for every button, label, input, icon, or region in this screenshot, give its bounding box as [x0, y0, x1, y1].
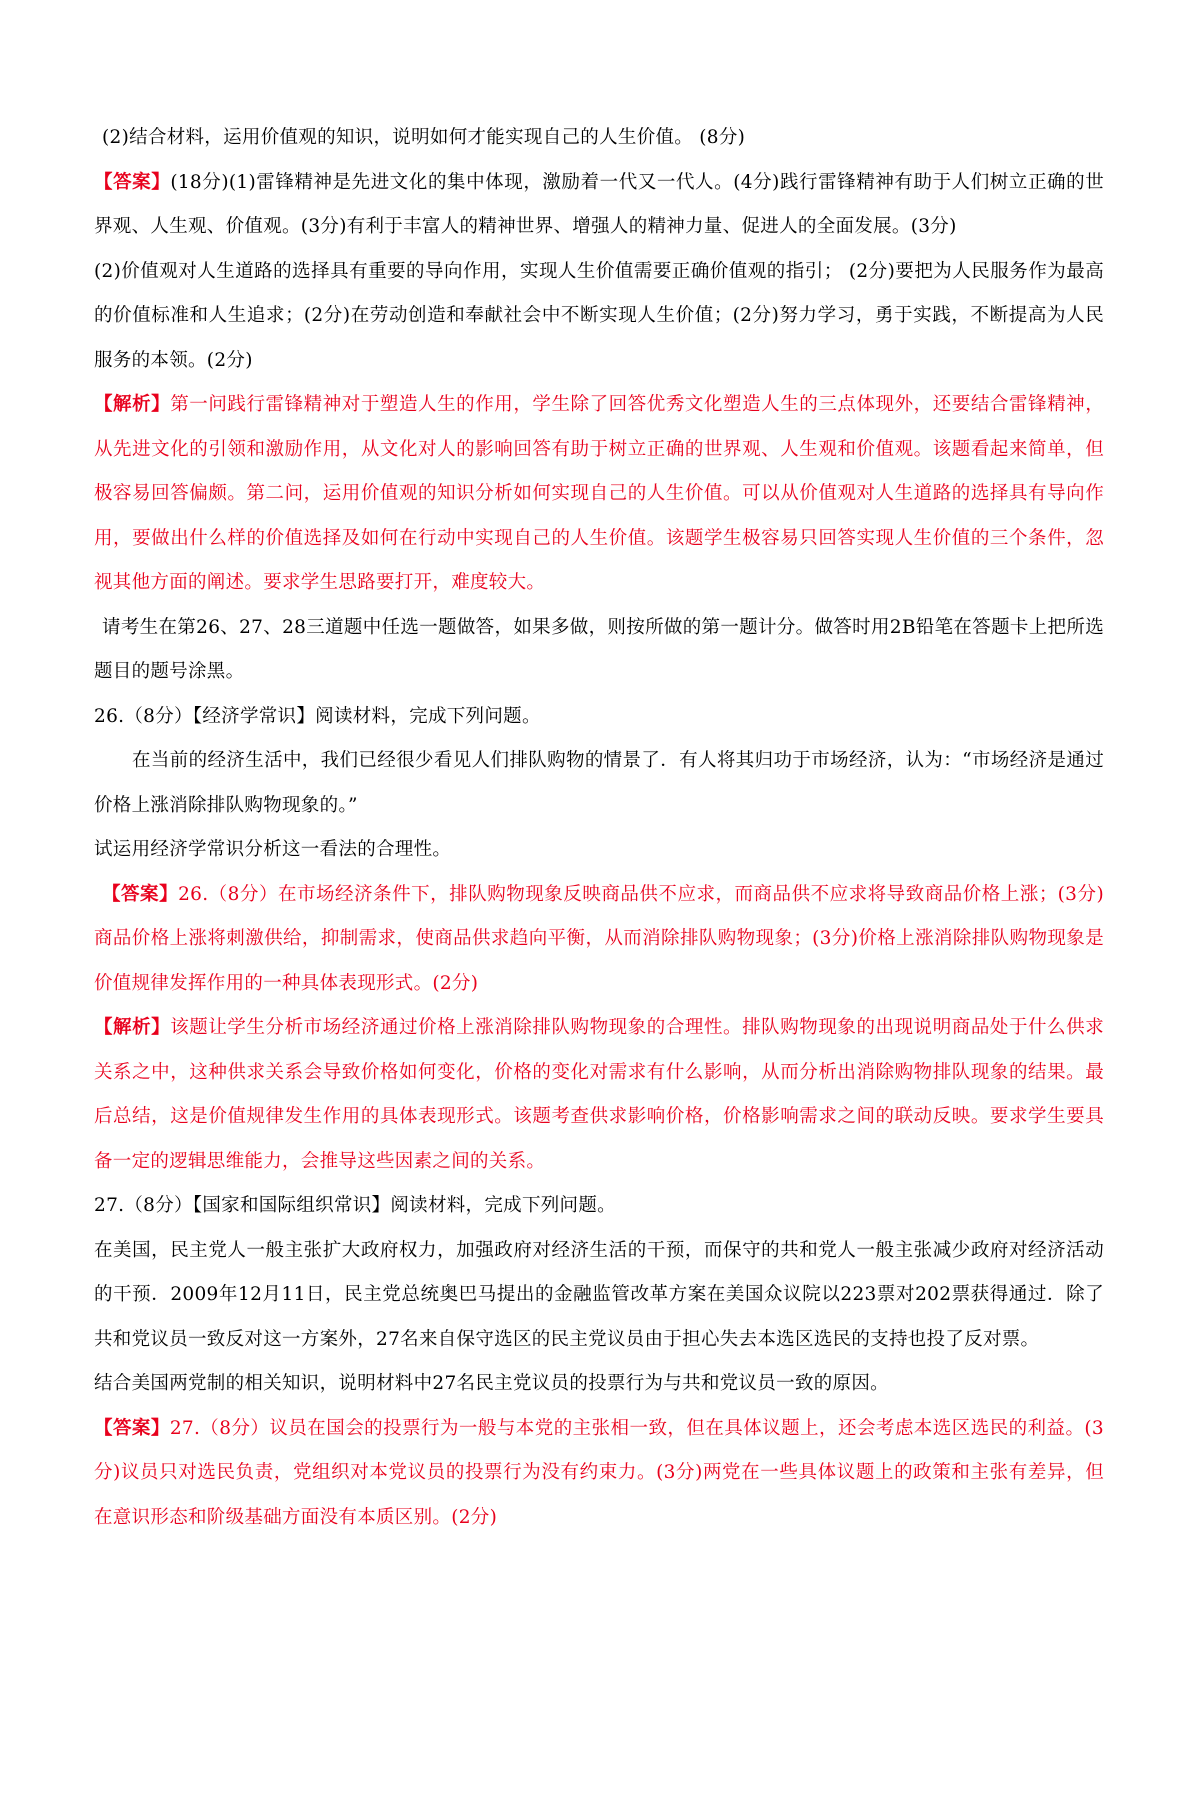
q26-material: 在当前的经济生活中，我们已经很少看见人们排队购物的情景了．有人将其归功于市场经济，认为：“市场经济是通过价格上涨消除排队购物现象的。” — [94, 750, 1104, 816]
analysis-tag: 【解析】 — [94, 1017, 171, 1038]
answer-tag: 【答案】 — [94, 1417, 170, 1439]
q25-answer-part1 — [94, 161, 1104, 250]
q26-answer-text: 26.（8分）在市场经济条件下，排队购物现象反映商品供不应求，而商品供不应求将导致商品价格上涨；(3分)商品价格上涨将刺激供给，抑制需求，使商品供求趋向平衡，从而消除排队购物现象；(3分)价格上涨消除排队购物现象是价值规律发挥作用的一种具体表现形式。(2分) — [94, 883, 1104, 994]
q25-analysis — [94, 383, 1104, 606]
q25-part2-question: (2)结合材料，运用价值观的知识，说明如何才能实现自己的人生价值。 (8分) — [102, 127, 746, 148]
q27-title: 27.（8分）【国家和国际组织常识】阅读材料，完成下列问题。 — [94, 1195, 616, 1216]
q25-answer-part2: (2)价值观对人生道路的选择具有重要的导向作用，实现人生价值需要正确价值观的指引； (2分)要把为人民服务作为最高的价值标准和人生追求；(2分)在劳动创造和奉献社会中不断实现人生价值；(2分)努力学习，勇于实践，不断提高为人民服务的本领。(2分) — [94, 260, 1104, 371]
q26-answer — [94, 873, 1104, 1007]
q27-material: 在美国，民主党人一般主张扩大政府权力，加强政府对经济生活的干预，而保守的共和党人一般主张减少政府对经济活动的干预．2009年12月11日，民主党总统奥巴马提出的金融监管改革方案在美国众议院以223票对202票获得通过．除了共和党议员一致反对这一方案外，27名来自保守选区的民主党议员由于担心失去本选区选民的支持也投了反对票。 — [94, 1239, 1104, 1350]
q25-analysis-text: 第一问践行雷锋精神对于塑造人生的作用，学生除了回答优秀文化塑造人生的三点体现外，还要结合雷锋精神，从先进文化的引领和激励作用，从文化对人的影响回答有助于树立正确的世界观、人生观和价值观。该题看起来简单，但极容易回答偏颇。第二问，运用价值观的知识分析如何实现自己的人生价值。可以从价值观对人生道路的选择具有导向作用，要做出什么样的价值选择及如何在行动中实现自己的人生价值。该题学生极容易只回答实现人生价值的三个条件，忽视其他方面的阐述。要求学生思路要打开，难度较大。 — [94, 394, 1104, 593]
document-body — [94, 116, 1104, 1540]
q26-analysis-text: 该题让学生分析市场经济通过价格上涨消除排队购物现象的合理性。排队购物现象的出现说明商品处于什么供求关系之中，这种供求关系会导致价格如何变化，价格的变化对需求有什么影响，从而分析出消除购物排队现象的结果。最后总结，这是价值规律发生作用的具体表现形式。该题考查供求影响价格，价格影响需求之间的联动反映。要求学生要具备一定的逻辑思维能力，会推导这些因素之间的关系。 — [94, 1017, 1104, 1172]
q26-analysis — [94, 1006, 1104, 1184]
q27-answer — [94, 1407, 1104, 1541]
q25-answer-part1-text: (18分)(1)雷锋精神是先进文化的集中体现，激励着一代又一代人。(4分)践行雷锋精神有助于人们树立正确的世界观、人生观、价值观。(3分)有利于丰富人的精神世界、增强人的精神力量、促进人的全面发展。(3分) — [94, 171, 1105, 237]
selection-instruction: 请考生在第26、27、28三道题中任选一题做答，如果多做，则按所做的第一题计分。做答时用2B铅笔在答题卡上把所选题目的题号涂黑。 — [94, 616, 1104, 682]
answer-tag: 【答案】 — [94, 171, 171, 193]
answer-tag: 【答案】 — [102, 883, 179, 905]
q26-title: 26.（8分）【经济学常识】阅读材料，完成下列问题。 — [94, 705, 541, 727]
q27-answer-text: 27.（8分）议员在国会的投票行为一般与本党的主张相一致，但在具体议题上，还会考虑本选区选民的利益。(3分)议员只对选民负责，党组织对本党议员的投票行为没有约束力。(3分)两党在一些具体议题上的政策和主张有差异，但在意识形态和阶级基础方面没有本质区别。(2分) — [94, 1417, 1104, 1528]
analysis-tag: 【解析】 — [94, 394, 171, 415]
q27-question: 结合美国两党制的相关知识，说明材料中27名民主党议员的投票行为与共和党议员一致的原因。 — [94, 1373, 889, 1394]
q26-question: 试运用经济学常识分析这一看法的合理性。 — [94, 839, 452, 860]
